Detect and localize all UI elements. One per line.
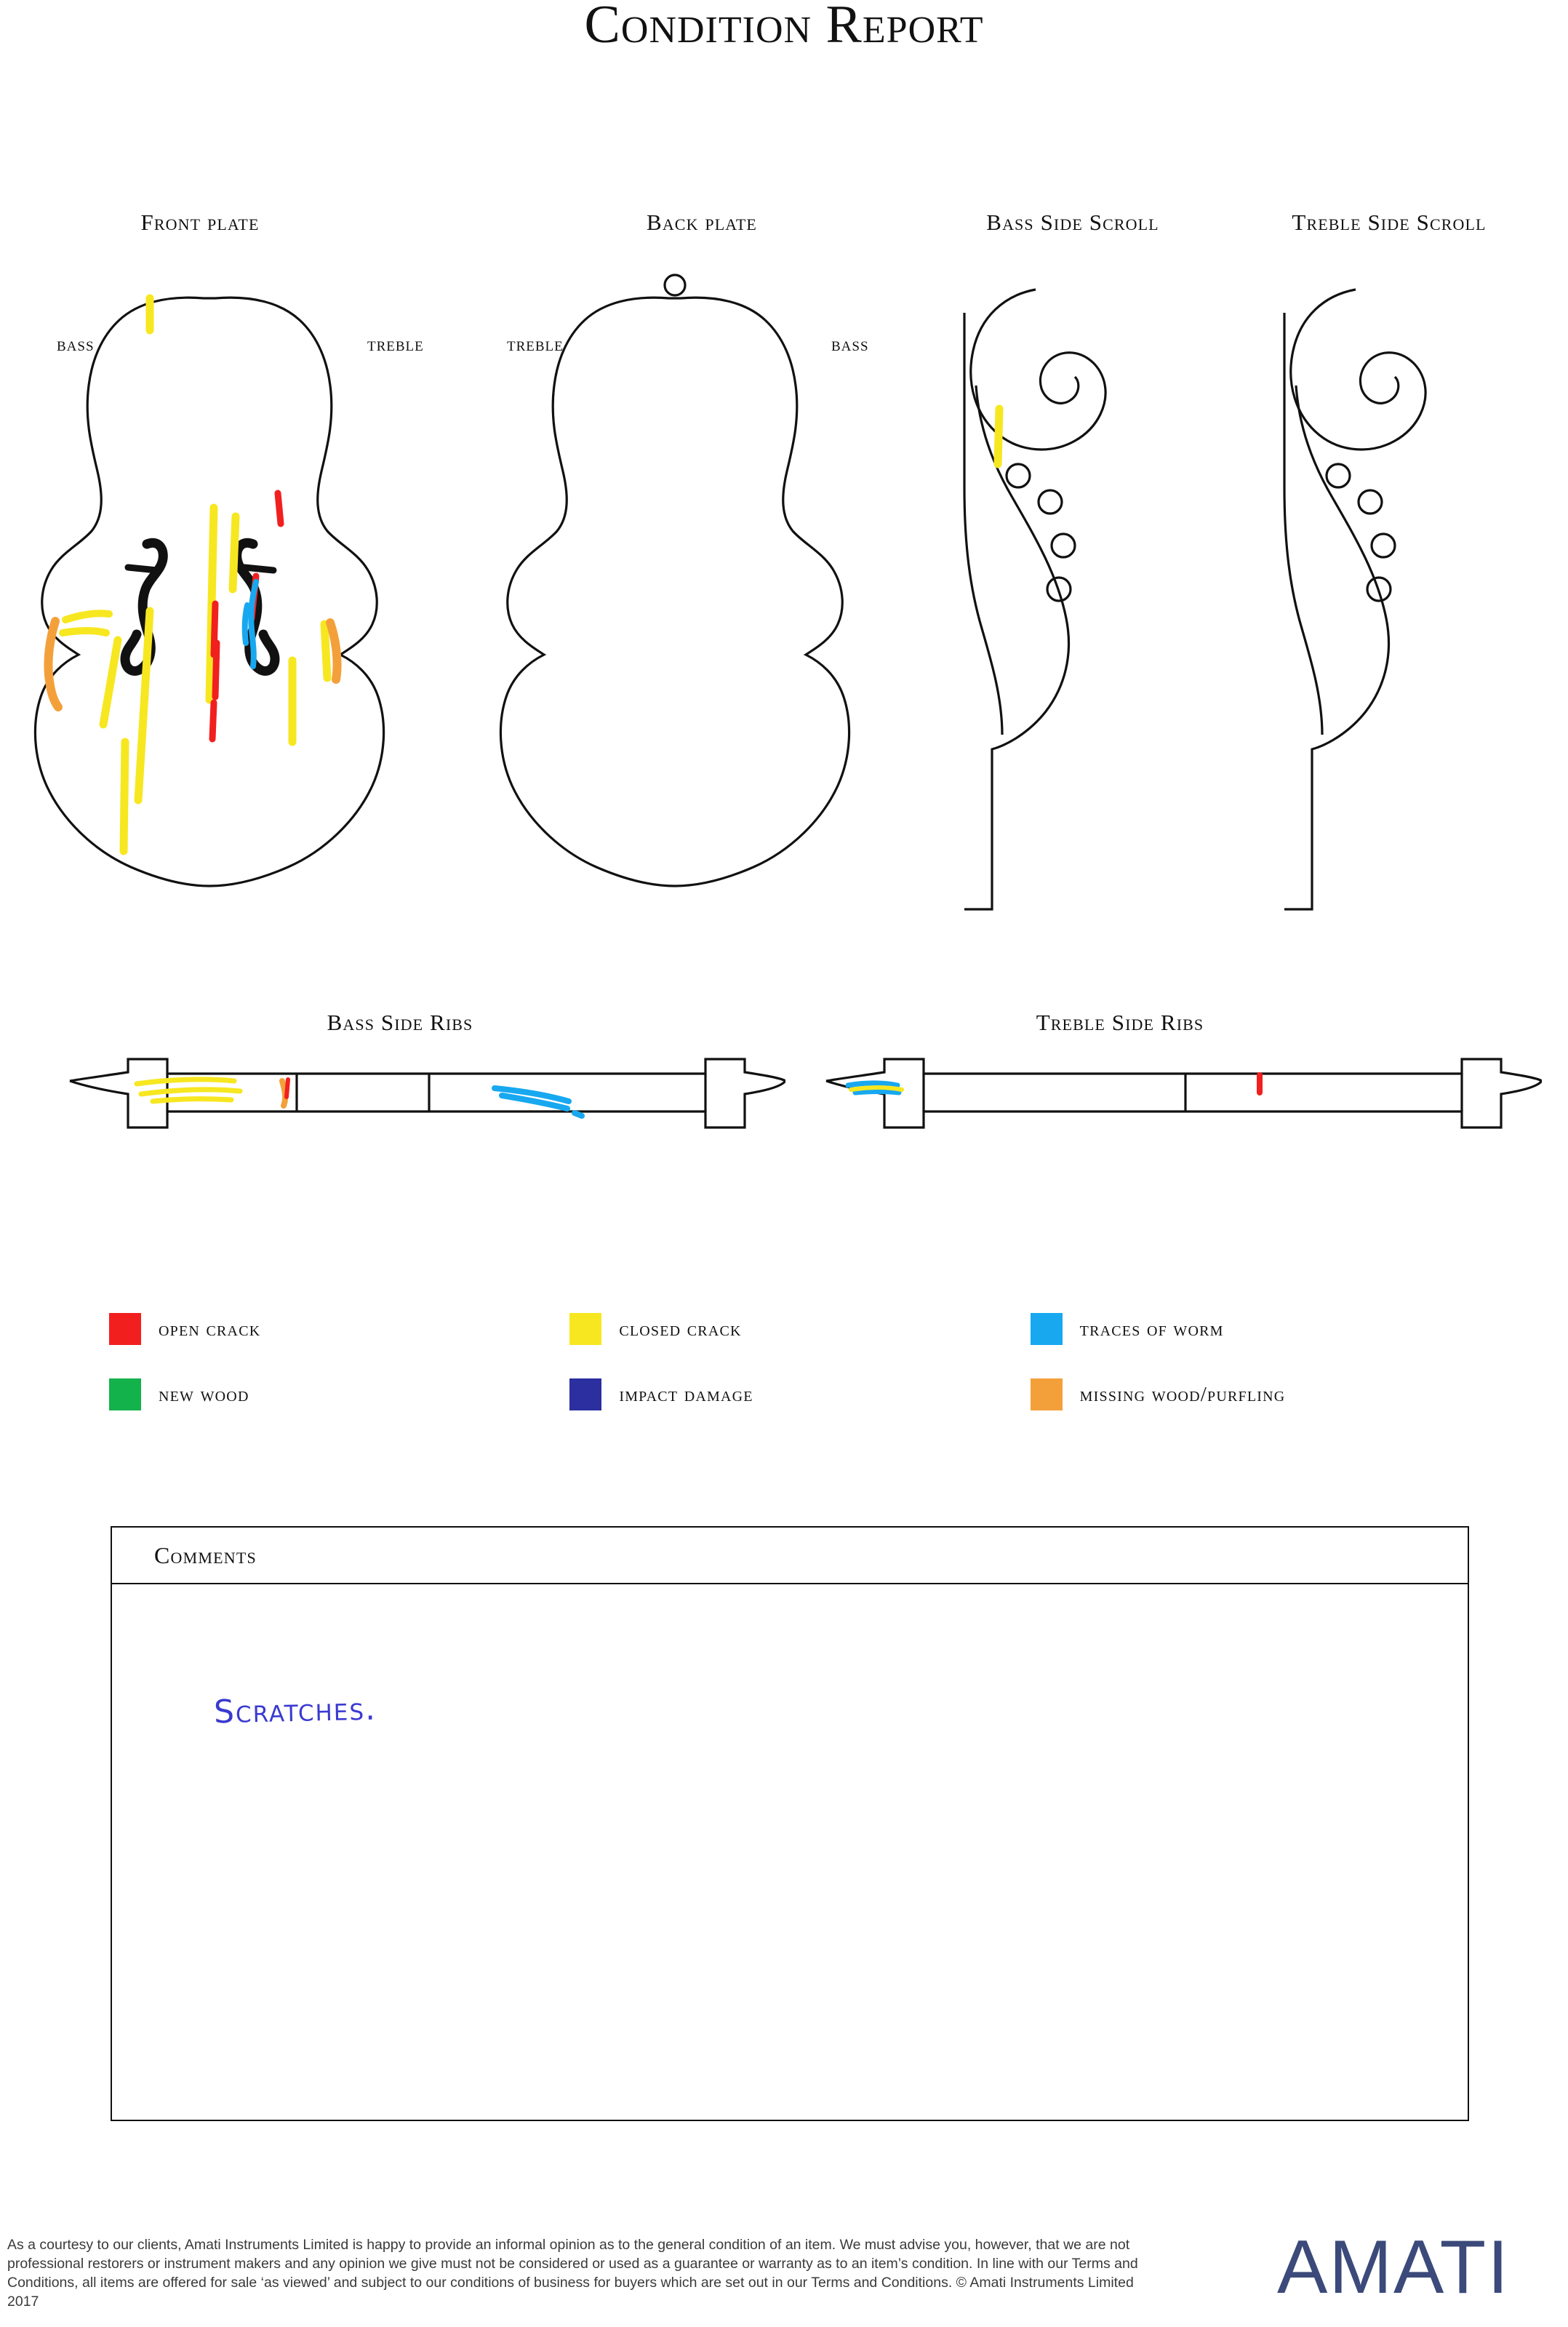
legend-item-open-crack xyxy=(109,1313,569,1345)
treble-side-scroll-diagram xyxy=(1280,269,1549,946)
caption-treble-side-scroll: Treble Side Scroll xyxy=(1292,209,1487,235)
legend-label-traces-of-worm: traces of worm xyxy=(1079,1317,1224,1341)
bass-side-scroll-diagram xyxy=(960,269,1229,946)
legend-label-open-crack: open crack xyxy=(159,1317,261,1341)
legend-row-1 xyxy=(109,1313,1491,1345)
legend-label-new-wood: new wood xyxy=(159,1382,249,1406)
legend xyxy=(109,1313,1491,1444)
legend-label-missing-wood: missing wood/purfling xyxy=(1079,1382,1286,1406)
legend-item-new-wood xyxy=(109,1378,569,1410)
legend-swatch-new-wood xyxy=(109,1378,141,1410)
treble-side-ribs-diagram xyxy=(822,1040,1542,1157)
legend-label-impact-damage: impact damage xyxy=(619,1382,753,1406)
legend-label-closed-crack: closed crack xyxy=(619,1317,742,1341)
amati-logo: AMATI xyxy=(1277,2230,1511,2305)
legend-swatch-impact-damage xyxy=(569,1378,601,1410)
comments-header xyxy=(112,1528,1468,1584)
caption-treble-side-ribs: Treble Side Ribs xyxy=(1036,1010,1204,1035)
front-plate-diagram xyxy=(22,276,458,953)
footer-disclaimer: As a courtesy to our clients, Amati Instruments Limited is happy to provide an informal opinion as to the general condition of an item. We must advise you, however, that we are not professional restorers or instrument makers and any opinion we give must not be considered or used as a guarantee or warranty as to an item’s condition. In line with our Terms and Conditions, all items are offered for sale ‘as viewed’ and subject to our conditions of business for buyers which are set out in our Terms and Conditions. © Amati Instruments Limited 2017 xyxy=(7,2237,1138,2310)
caption-bass-side-ribs: Bass Side Ribs xyxy=(327,1010,473,1035)
legend-swatch-closed-crack xyxy=(569,1313,601,1345)
legend-swatch-missing-wood xyxy=(1031,1378,1063,1410)
caption-front-plate: Front plate xyxy=(140,209,260,235)
comments-box[interactable] xyxy=(111,1526,1469,2121)
back-plate-bass-label: BASS xyxy=(831,339,869,354)
legend-swatch-open-crack xyxy=(109,1313,141,1345)
bass-side-ribs-diagram xyxy=(65,1040,785,1157)
comments-header-label: Comments xyxy=(154,1541,257,1568)
page-title: Condition Report xyxy=(584,0,984,55)
front-plate-treble-label: TREBLE xyxy=(367,339,424,354)
caption-bass-side-scroll: Bass Side Scroll xyxy=(986,209,1159,235)
legend-row-2 xyxy=(109,1378,1491,1410)
front-plate-bass-label: BASS xyxy=(57,339,95,354)
back-plate-diagram xyxy=(487,255,924,953)
legend-item-impact-damage xyxy=(569,1378,1030,1410)
legend-swatch-traces-of-worm xyxy=(1031,1313,1063,1345)
caption-back-plate: Back plate xyxy=(647,209,757,235)
legend-item-closed-crack xyxy=(569,1313,1030,1345)
comments-value: Scratches. xyxy=(213,1690,377,1731)
back-plate-treble-label: TREBLE xyxy=(507,339,564,354)
comments-body[interactable] xyxy=(112,1584,1468,2121)
legend-item-traces-of-worm xyxy=(1031,1313,1491,1345)
legend-item-missing-wood xyxy=(1031,1378,1491,1410)
